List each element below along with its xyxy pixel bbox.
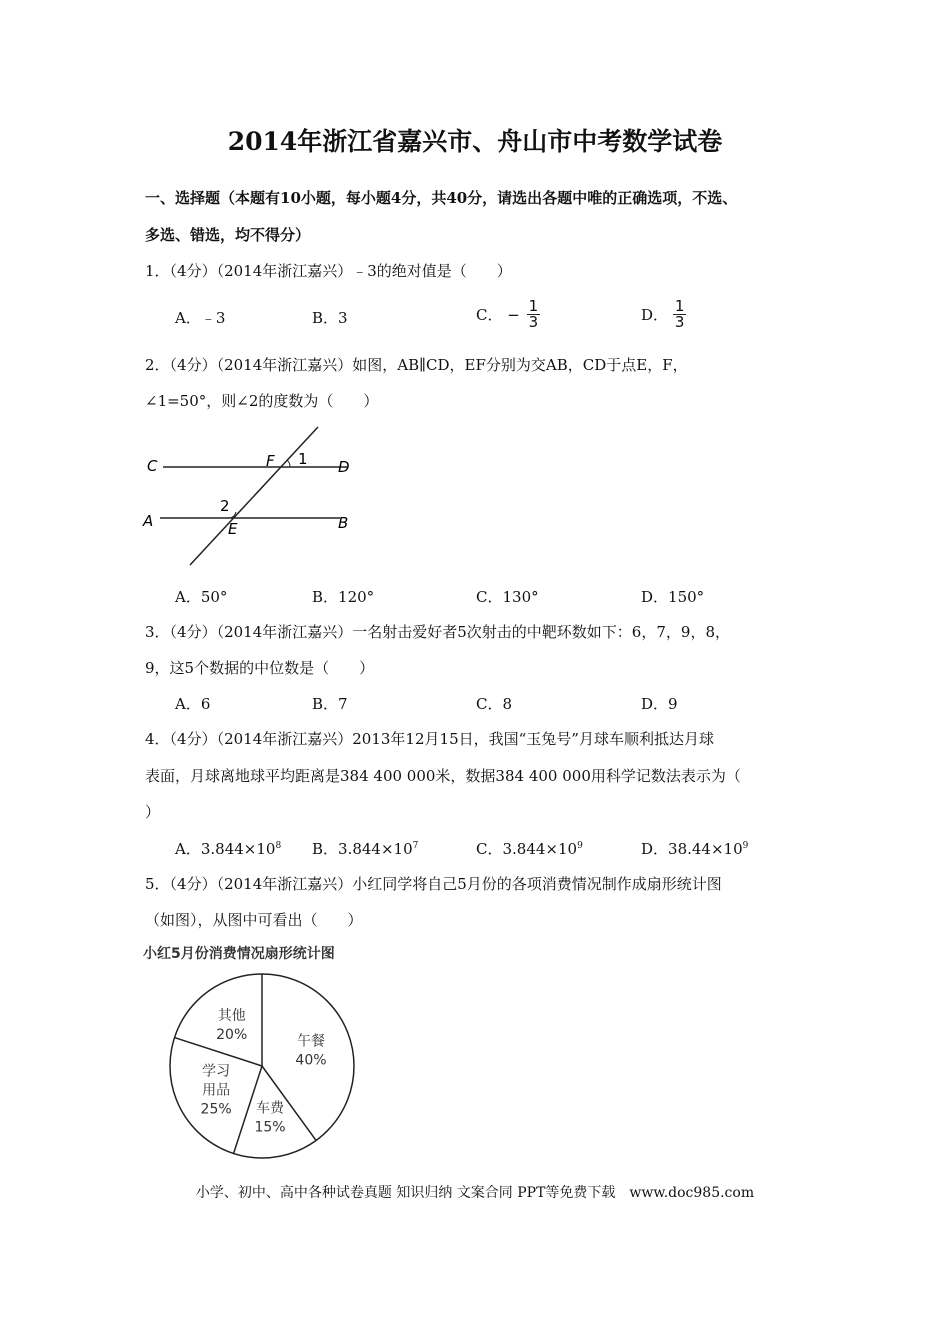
label-angle-1: 1: [298, 450, 308, 468]
footer-text: 小学、初中、高中各种试卷真题 知识归纳 文案合同 PPT等免费下载 www.doc985.com: [195, 1185, 755, 1201]
label-d: D: [338, 458, 350, 476]
question-4-line3: ）: [145, 803, 161, 821]
q4-d-base: D．38.44×10: [641, 840, 743, 858]
slice-percent: 40%: [295, 1052, 327, 1069]
q2-option-b: B．120°: [312, 588, 375, 606]
slice-percent: 25%: [200, 1101, 232, 1118]
label-b: B: [338, 514, 349, 532]
q4-option-b: [312, 838, 418, 859]
q1-option-d: [641, 299, 686, 330]
question-3-line2: 9，这5个数据的中位数是（ ）: [145, 659, 375, 677]
label-c: C: [147, 457, 158, 475]
q2-option-a: A．50°: [175, 588, 228, 606]
label-e: E: [228, 520, 238, 538]
pie-chart: [140, 940, 380, 1170]
q1-option-d-label: D．: [641, 306, 669, 324]
question-2-line2: ∠1=50°，则∠2的度数为（ ）: [145, 392, 379, 410]
slice-category: 车费: [256, 1100, 285, 1117]
question-4-line2: 表面，月球离地球平均距离是384 400 000米，数据384 400 000用科学记数法表示为（: [145, 767, 741, 785]
section-heading-line1: 一、选择题（本题有10小题，每小题4分，共40分，请选出各题中唯的正确选项，不选、: [145, 189, 738, 207]
q4-a-exp: 8: [275, 841, 282, 851]
q1-option-c-label: C．: [476, 306, 503, 324]
slice-category: 学习: [202, 1063, 231, 1080]
q1-option-a: A．﹣3: [175, 309, 226, 327]
page-title: 2014年浙江省嘉兴市、舟山市中考数学试卷: [227, 127, 723, 156]
section-heading-line2: 多选、错选，均不得分）: [145, 226, 311, 244]
fraction-c-numerator: 1: [528, 297, 539, 315]
q1-option-c: [476, 299, 540, 330]
q4-d-exp: 9: [742, 841, 749, 851]
fraction-d-numerator: 1: [674, 297, 685, 315]
q4-b-exp: 7: [412, 841, 419, 851]
q2-option-d: D．150°: [641, 588, 705, 606]
fraction-d: [673, 299, 687, 330]
label-a: A: [143, 512, 154, 530]
parallel-lines-figure: [140, 422, 360, 572]
q3-option-b: B．7: [312, 695, 348, 713]
question-4-line1: 4．（4分）（2014年浙江嘉兴）2013年12月15日，我国“玉兔号”月球车顺利抵达月球: [145, 730, 714, 748]
q2-option-c: C．130°: [476, 588, 539, 606]
q3-option-c: C．8: [476, 695, 513, 713]
q4-c-exp: 9: [577, 841, 583, 851]
pie-slice-label-3: [201, 1063, 232, 1117]
question-3-line1: 3．（4分）（2014年浙江嘉兴）一名射击爱好者5次射击的中靶环数如下：6，7，9，8，: [145, 623, 730, 641]
question-5-line1: 5．（4分）（2014年浙江嘉兴）小红同学将自己5月份的各项消费情况制作成扇形统计图: [145, 875, 722, 893]
transversal-ef: [190, 427, 318, 565]
q4-c-base: C．3.844×10: [476, 840, 578, 858]
fraction-c: [527, 299, 541, 330]
q3-option-d: D．9: [641, 695, 678, 713]
label-angle-2: 2: [220, 497, 230, 515]
q4-option-c: [476, 838, 583, 859]
q4-option-d: [641, 838, 748, 859]
q4-option-a: [175, 838, 281, 859]
slice-category: 午餐: [296, 1033, 325, 1050]
angle-1-arc: [287, 460, 290, 467]
label-f: F: [266, 452, 275, 470]
fraction-d-denominator: 3: [674, 313, 685, 331]
q4-a-base: A．3.844×10: [175, 840, 276, 858]
slice-percent: 15%: [254, 1119, 286, 1136]
question-2-line1: 2．（4分）（2014年浙江嘉兴）如图，AB∥CD，EF分别为交AB，CD于点E，F，: [145, 356, 688, 374]
chart-title: 小红5月份消费情况扇形统计图: [143, 946, 335, 962]
slice-category: 用品: [202, 1082, 231, 1099]
question-5-line2: （如图），从图中可看出（ ）: [145, 911, 363, 929]
question-1: 1．（4分）（2014年浙江嘉兴）﹣3的绝对值是（ ）: [145, 262, 512, 280]
slice-percent: 20%: [216, 1026, 248, 1043]
q4-b-base: B．3.844×10: [312, 840, 413, 858]
slice-category: 其他: [217, 1007, 246, 1024]
fraction-c-denominator: 3: [528, 313, 539, 331]
q3-option-a: A．6: [175, 695, 211, 713]
minus-sign: −: [507, 305, 520, 324]
q1-option-b: B．3: [312, 309, 348, 327]
